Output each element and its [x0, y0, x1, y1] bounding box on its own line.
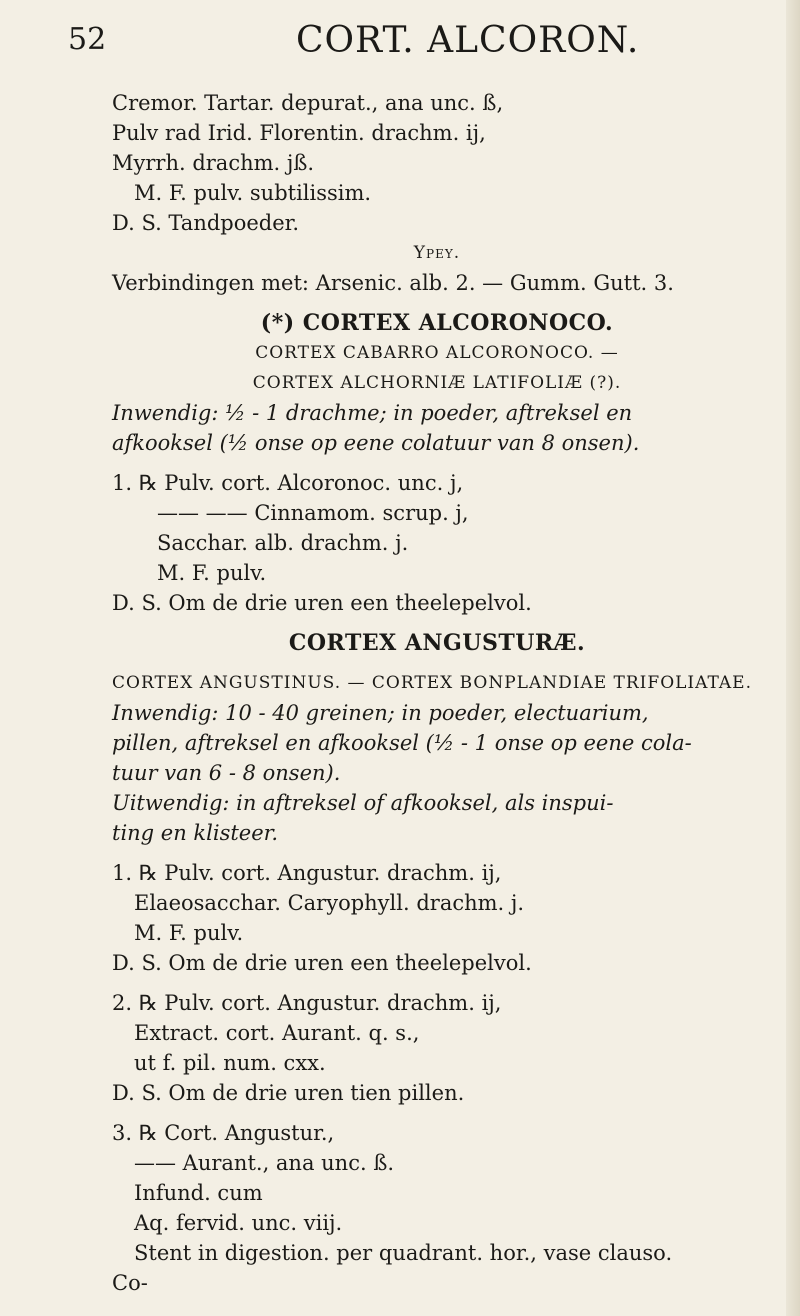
text-line: tuur van 6 - 8 onsen).: [112, 761, 341, 785]
text-line: Cremor. Tartar. depurat., ana unc. ß,: [112, 91, 504, 115]
text-line: D. S. Om de drie uren een theelepelvol.: [112, 951, 532, 975]
text-line: Myrrh. drachm. jß.: [112, 151, 315, 175]
line-gap: [112, 618, 762, 628]
text-line: CORTEX ALCHORNIÆ LATIFOLIÆ (?).: [252, 373, 622, 393]
text-line: D. S. Om de drie uren tien pillen.: [112, 1081, 465, 1105]
page-number: 52: [68, 22, 107, 57]
text-line: Pulv rad Irid. Florentin. drachm. ij,: [112, 121, 486, 145]
text-line: Ypey.: [413, 243, 461, 263]
text-line: 1. ℞ Pulv. cort. Angustur. drachm. ij,: [112, 861, 502, 885]
page-header: [0, 8, 800, 68]
text-line: M. F. pulv.: [134, 921, 244, 945]
text-line: afkooksel (½ onse op eene colatuur van 8 onsen).: [112, 431, 640, 455]
text-line: Inwendig: 10 - 40 greinen; in poeder, electuarium,: [112, 701, 649, 725]
text-line: M. F. pulv.: [157, 561, 267, 585]
line-gap: [112, 1108, 762, 1118]
page-edge: [786, 0, 800, 1316]
line-gap: [112, 298, 762, 308]
text-line: 2. ℞ Pulv. cort. Angustur. drachm. ij,: [112, 991, 502, 1015]
text-line: 3. ℞ Cort. Angustur.,: [112, 1121, 335, 1145]
text-line: Aq. fervid. unc. viij.: [134, 1211, 343, 1235]
text-line: Uitwendig: in aftreksel of afkooksel, als inspui-: [112, 791, 614, 815]
line-gap: [112, 458, 762, 468]
text-line: D. S. Om de drie uren een theelepelvol.: [112, 591, 532, 615]
text-line: ting en klisteer.: [112, 821, 279, 845]
text-line: Elaeosacchar. Caryophyll. drachm. j.: [134, 891, 525, 915]
text-line: Inwendig: ½ - 1 drachme; in poeder, aftreksel en: [112, 401, 633, 425]
text-line: Infund. cum: [134, 1181, 263, 1205]
text-line: CORTEX ANGUSTINUS. — CORTEX BONPLANDIAE TRIFOLIATAE.: [112, 673, 752, 693]
text-line: CORTEX CABARRO ALCORONOCO. —: [255, 343, 619, 363]
text-line: (*) CORTEX ALCORONOCO.: [260, 310, 614, 336]
text-line: —— Aurant., ana unc. ß.: [134, 1151, 395, 1175]
text-line: D. S. Tandpoeder.: [112, 211, 300, 235]
text-line: Extract. cort. Aurant. q. s.,: [134, 1021, 420, 1045]
text-line: pillen, aftreksel en afkooksel (½ - 1 onse op eene cola-: [112, 731, 692, 755]
running-head: CORT. ALCORON.: [296, 20, 640, 61]
text-line: M. F. pulv. subtilissim.: [134, 181, 372, 205]
text-line: —— —— Cinnamom. scrup. j,: [157, 501, 469, 525]
text-line: ut f. pil. num. cxx.: [134, 1051, 326, 1075]
line-gap: [112, 978, 762, 988]
text-line: Co-: [112, 1271, 148, 1295]
line-gap: [112, 848, 762, 858]
page-body: [112, 88, 762, 1298]
line-gap: [112, 658, 762, 668]
text-line: Verbindingen met: Arsenic. alb. 2. — Gumm. Gutt. 3.: [112, 271, 674, 295]
text-line: Sacchar. alb. drachm. j.: [157, 531, 409, 555]
text-line: Stent in digestion. per quadrant. hor., vase clauso.: [134, 1241, 673, 1265]
text-line: CORTEX ANGUSTURÆ.: [288, 630, 586, 656]
text-line: 1. ℞ Pulv. cort. Alcoronoc. unc. j,: [112, 471, 464, 495]
